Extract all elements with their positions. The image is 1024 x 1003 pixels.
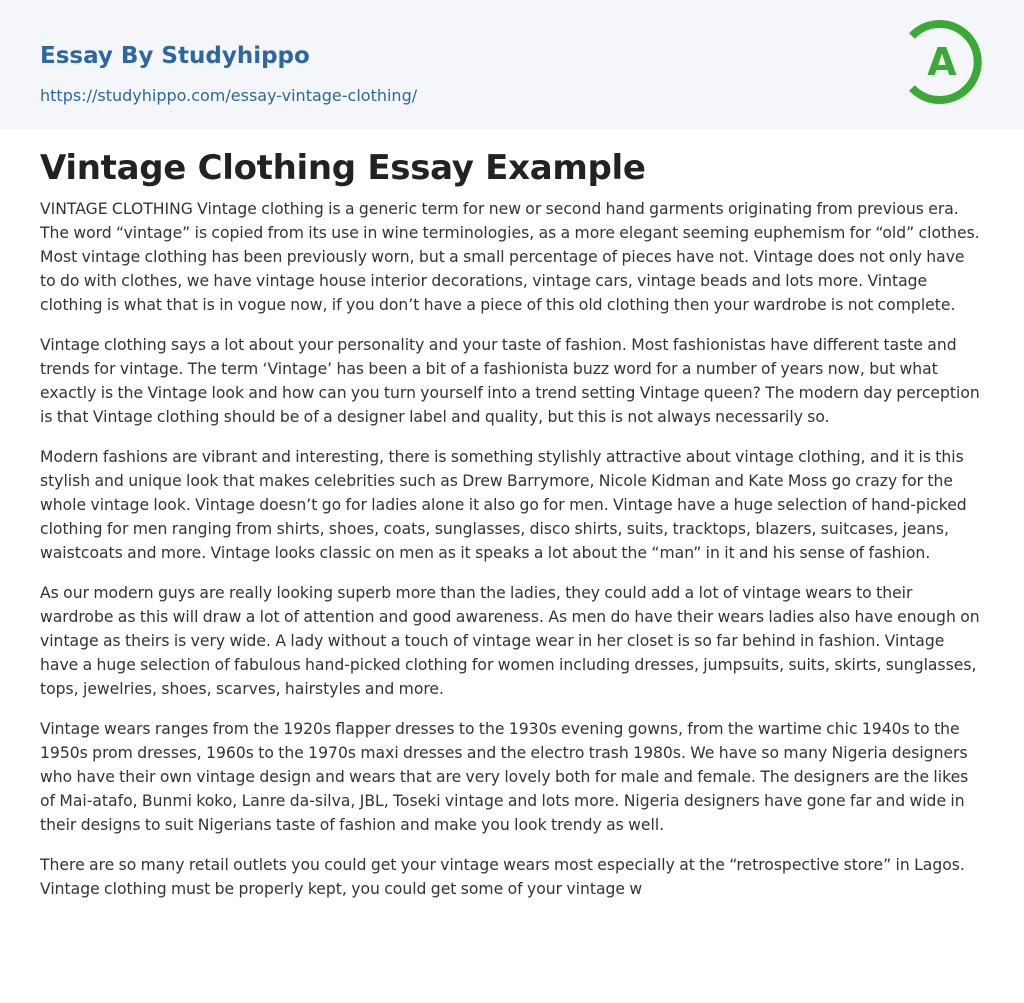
essay-url-link[interactable]: https://studyhippo.com/essay-vintage-clothing/ xyxy=(40,86,418,105)
logo-letter: A xyxy=(927,40,957,84)
page-title: Vintage Clothing Essay Example xyxy=(40,148,646,188)
essay-paragraph: As our modern guys are really looking superb more than the ladies, they could add a lot of vintage wears to their wardrobe as this will draw a lot of attention and good awareness. As men do have their wears ladies also have enough on vintage as theirs is very wide. A lady without a touch of vintage wear in her closet is so far behind in fashion. Vintage have a huge selection of fabulous hand-picked clothing for women including dresses, jumpsuits, suits, skirts, sunglasses, tops, jewelries, shoes, scarves, hairstyles and more. xyxy=(40,584,980,698)
essay-paragraph: VINTAGE CLOTHING Vintage clothing is a generic term for new or second hand garments originating from previous era. The word “vintage” is copied from its use in wine terminologies, as a more elegant seeming euphemism for “old” clothes. Most vintage clothing has been previously worn, but a small percentage of pieces have not. Vintage does not only have to do with clothes, we have vintage house interior decorations, vintage cars, vintage beads and lots more. Vintage clothing is what that is in vogue now, if you don’t have a piece of this old clothing then your wardrobe is not complete. xyxy=(40,200,980,314)
site-header xyxy=(0,0,1024,129)
essay-paragraph: Vintage clothing says a lot about your personality and your taste of fashion. Most fashionistas have different taste and trends for vintage. The term ‘Vintage’ has been a bit of a fashionista buzz word for a number of years now, but what exactly is the Vintage look and how can you turn yourself into a trend setting Vintage queen? The modern day perception is that Vintage clothing should be of a designer label and quality, but this is not always necessarily so. xyxy=(40,336,980,426)
article xyxy=(0,146,1024,901)
essay-paragraph: Modern fashions are vibrant and interesting, there is something stylishly attractive about vintage clothing, and it is this stylish and unique look that makes celebrities such as Drew Barrymore, Nicole Kidman and Kate Moss go crazy for the whole vintage look. Vintage doesn’t go for ladies alone it also go for men. Vintage have a huge selection of hand-picked clothing for men ranging from shirts, shoes, coats, sunglasses, disco shirts, suits, tracktops, blazers, suitcases, jeans, waistcoats and more. Vintage looks classic on men as it speaks a lot about the “man” in it and his sense of fashion. xyxy=(40,448,967,562)
essay-paragraph: Vintage wears ranges from the 1920s flapper dresses to the 1930s evening gowns, from the wartime chic 1940s to the 1950s prom dresses, 1960s to the 1970s maxi dresses and the electro trash 1980s. We have so many Nigeria designers who have their own vintage design and wears that are very lovely both for male and female. The designers are the likes of Mai-atafo, Bunmi koko, Lanre da-silva, JBL, Toseki vintage and lots more. Nigeria designers have gone far and wide in their designs to suit Nigerians taste of fashion and make you look trendy as well. xyxy=(40,720,969,834)
essay-paragraph: There are so many retail outlets you could get your vintage wears most especially at the “retrospective store” in Lagos. Vintage clothing must be properly kept, you could get some of your vintage w xyxy=(40,856,965,898)
studyhippo-logo-icon[interactable] xyxy=(898,18,986,106)
site-brand[interactable]: Essay By Studyhippo xyxy=(40,43,310,69)
